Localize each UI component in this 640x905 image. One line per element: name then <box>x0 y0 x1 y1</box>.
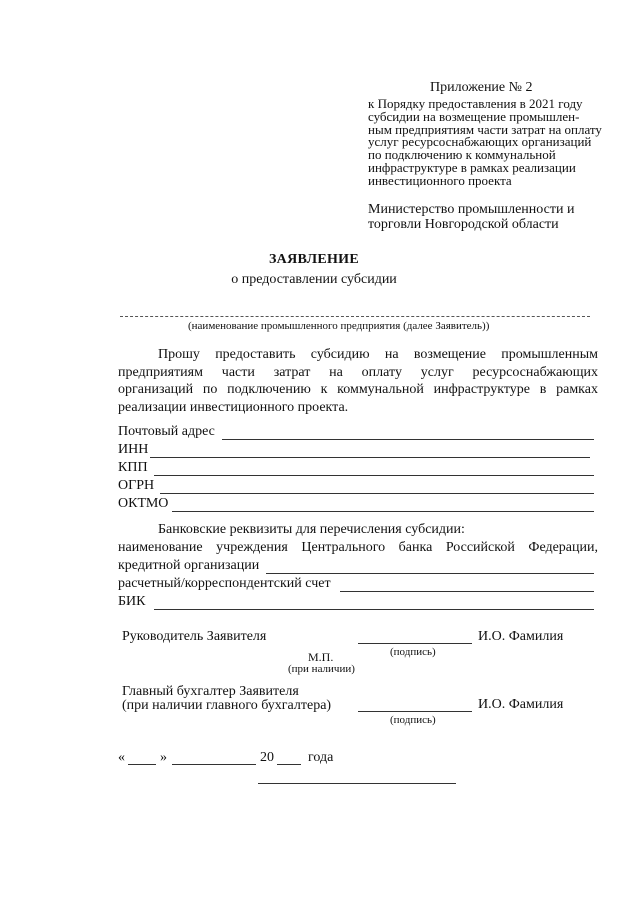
date-year-suffix: года <box>308 750 334 765</box>
recipient-line: торговли Новгородской области <box>368 217 559 232</box>
date-close-quote: » <box>160 750 167 765</box>
ogrn-label: ОГРН <box>118 478 155 493</box>
stamp-note: (при наличии) <box>288 663 355 675</box>
accountant-note: (при наличии главного бухгалтера) <box>122 698 332 713</box>
head-name: И.О. Фамилия <box>478 629 564 644</box>
oktmo-field[interactable] <box>172 511 594 512</box>
stamp-label: М.П. <box>308 650 334 664</box>
document-title: ЗАЯВЛЕНИЕ <box>268 252 359 267</box>
recipient-line: Министерство промышленности и <box>368 202 575 217</box>
annex-line: инфраструктуре в рамках реализации <box>368 159 576 175</box>
annex-line: к Порядку предоставления в 2021 году <box>368 96 583 111</box>
bik-label: БИК <box>118 594 146 609</box>
annex-line: по подключению к коммунальной <box>368 147 556 163</box>
annex-line: услуг ресурсоснабжающих организаций <box>368 134 592 150</box>
paragraph-line: организаций по подключению к коммунальной инфраструктуре в рамках <box>118 382 598 397</box>
bank-institution-line: наименование учреждения Центрального банка Российской Федерации, <box>118 540 598 555</box>
date-year-field[interactable] <box>277 764 301 765</box>
recipient-block <box>368 202 574 232</box>
accountant-signature-field[interactable] <box>358 711 472 712</box>
paragraph-line: Прошу предоставить субсидию на возмещение промышленным <box>158 347 598 362</box>
date-day-field[interactable] <box>128 764 156 765</box>
head-label: Руководитель Заявителя <box>122 629 267 644</box>
kpp-label: КПП <box>118 460 148 475</box>
annex-line: ным предприятиям части затрат на оплату <box>368 121 602 137</box>
head-signature-field[interactable] <box>358 643 472 644</box>
kpp-field[interactable] <box>154 475 594 476</box>
accountant-signature-caption: (подпись) <box>390 714 436 726</box>
document-subtitle: о предоставлении субсидии <box>231 272 397 287</box>
bik-field[interactable] <box>154 609 594 610</box>
paragraph-line: предприятиям части затрат на оплату услуг ресурсоснабжающих <box>118 364 598 380</box>
inn-label: ИНН <box>118 442 149 457</box>
accountant-label: Главный бухгалтер Заявителя <box>122 684 299 699</box>
account-label: расчетный/корреспондентский счет <box>118 576 331 591</box>
annex-reference <box>368 98 602 188</box>
ogrn-field[interactable] <box>160 493 594 494</box>
date-month-field[interactable] <box>172 764 256 765</box>
credit-org-label: кредитной организации <box>118 558 260 573</box>
head-signature-caption: (подпись) <box>390 646 436 658</box>
annex-line: субсидии на возмещение промышлен- <box>368 108 580 124</box>
request-paragraph <box>118 346 598 416</box>
paragraph-line: реализации инвестиционного проекта. <box>118 399 349 415</box>
applicant-caption: (наименование промышленного предприятия (далее Заявитель)) <box>188 320 490 332</box>
applicant-name-line[interactable] <box>120 316 590 317</box>
postal-address-label: Почтовый адрес <box>118 424 215 439</box>
annex-title: Приложение № 2 <box>430 80 533 95</box>
annex-line: инвестиционного проекта <box>368 172 512 188</box>
bottom-rule <box>258 783 456 784</box>
bank-heading: Банковские реквизиты для перечисления субсидии: <box>158 522 465 537</box>
date-open-quote: « <box>118 750 125 765</box>
accountant-name: И.О. Фамилия <box>478 697 564 712</box>
inn-field[interactable] <box>150 457 590 458</box>
account-field[interactable] <box>340 591 594 592</box>
postal-address-field[interactable] <box>222 439 594 440</box>
date-year-prefix: 20 <box>260 750 274 765</box>
credit-org-field[interactable] <box>266 573 594 574</box>
oktmo-label: ОКТМО <box>118 496 169 511</box>
